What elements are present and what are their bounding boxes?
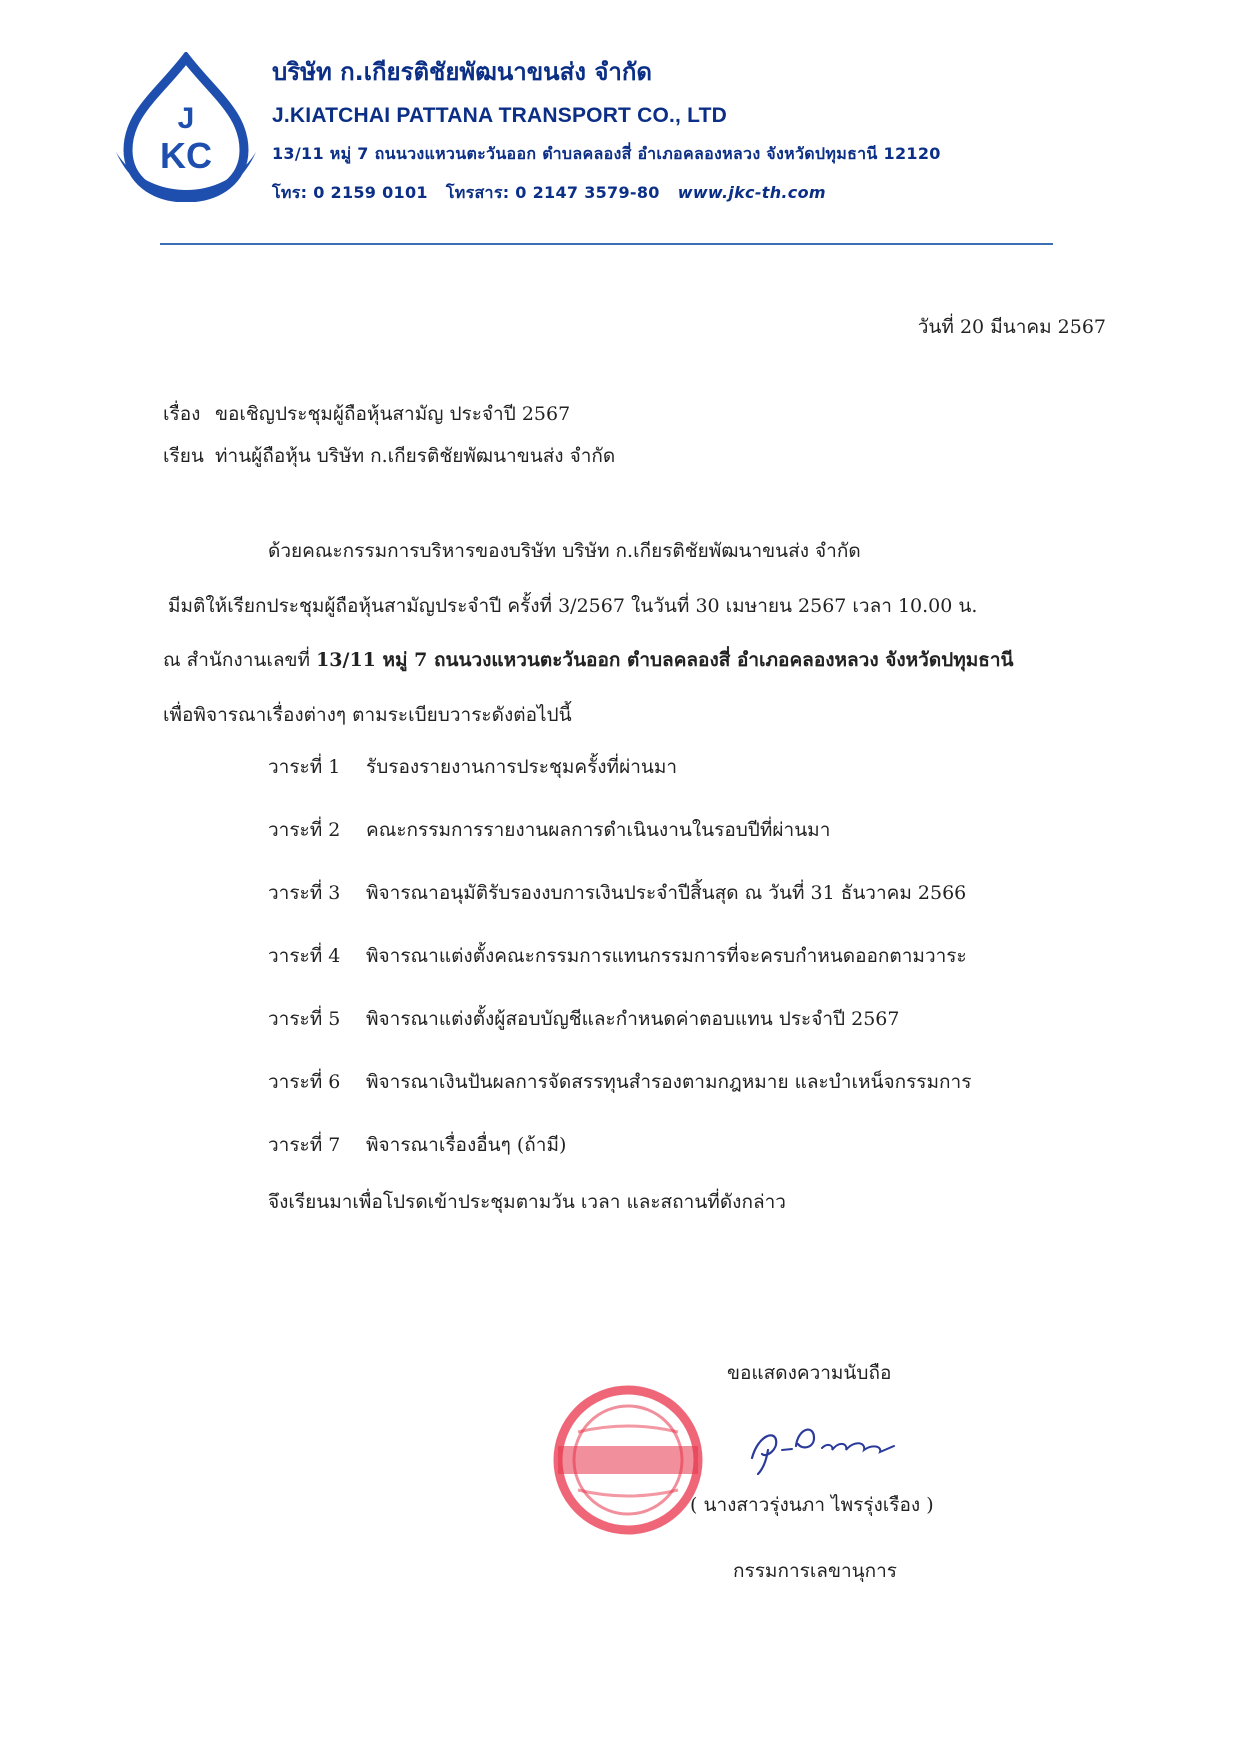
company-name-english: J.KIATCHAI PATTANA TRANSPORT CO., LTD	[272, 104, 727, 127]
agenda-text: พิจารณาเงินปันผลการจัดสรรทุนสำรองตามกฎหมาย และบำเหน็จกรรมการ	[366, 1071, 972, 1093]
venue-address: 13/11 หมู่ 7 ถนนวงแหวนตะวันออก ตำบลคลองสี่ อำเภอคลองหลวง จังหวัดปทุมธานี	[316, 649, 1014, 671]
agenda-item	[268, 941, 967, 971]
agenda-item	[268, 1004, 899, 1034]
body-paragraph-1: ด้วยคณะกรรมการบริหารของบริษัท บริษัท ก.เกียรติชัยพัฒนาขนส่ง จำกัด	[268, 540, 861, 562]
agenda-number: วาระที่ 6	[268, 1071, 341, 1093]
company-name-thai: บริษัท ก.เกียรติชัยพัฒนาขนส่ง จำกัด	[272, 58, 652, 86]
agenda-number: วาระที่ 5	[268, 1008, 341, 1030]
company-seal-stamp	[548, 1380, 708, 1540]
respect-closing: ขอแสดงความนับถือ	[727, 1362, 892, 1384]
recipient-label: เรียน	[163, 445, 204, 467]
agenda-text: พิจารณาแต่งตั้งคณะกรรมการแทนกรรมการที่จะครบกำหนดออกตามวาระ	[366, 945, 967, 967]
svg-text:KC: KC	[160, 135, 212, 176]
agenda-number: วาระที่ 3	[268, 882, 341, 904]
agenda-item	[268, 1067, 971, 1097]
company-logo	[112, 52, 260, 202]
agenda-number: วาระที่ 4	[268, 945, 341, 967]
agenda-item	[268, 878, 966, 908]
phone-number: โทร: 0 2159 0101	[272, 183, 428, 202]
company-website: www.jkc-th.com	[677, 183, 826, 202]
agenda-text: รับรองรายงานการประชุมครั้งที่ผ่านมา	[366, 756, 678, 778]
svg-text:J: J	[177, 102, 195, 135]
handwritten-signature	[744, 1416, 914, 1476]
closing-paragraph: จึงเรียนมาเพื่อโปรดเข้าประชุมตามวัน เวลา และสถานที่ดังกล่าว	[268, 1191, 786, 1213]
agenda-number: วาระที่ 1	[268, 756, 341, 778]
agenda-item	[268, 752, 677, 782]
recipient-text: ท่านผู้ถือหุ้น บริษัท ก.เกียรติชัยพัฒนาขนส่ง จำกัด	[215, 445, 616, 467]
subject-text: ขอเชิญประชุมผู้ถือหุ้นสามัญ ประจำปี 2567	[215, 403, 571, 425]
agenda-text: พิจารณาแต่งตั้งผู้สอบบัญชีและกำหนดค่าตอบแทน ประจำปี 2567	[366, 1008, 900, 1030]
subject-label: เรื่อง	[163, 403, 201, 425]
agenda-text: พิจารณาอนุมัติรับรองงบการเงินประจำปีสิ้นสุด ณ วันที่ 31 ธันวาคม 2566	[366, 882, 967, 904]
company-address: 13/11 หมู่ 7 ถนนวงแหวนตะวันออก ตำบลคลองสี่ อำเภอคลองหลวง จังหวัดปทุมธานี 12120	[272, 144, 941, 163]
letterhead-divider	[160, 243, 1053, 245]
agenda-number: วาระที่ 2	[268, 819, 341, 841]
agenda-item	[268, 1130, 566, 1160]
agenda-text: พิจารณาเรื่องอื่นๆ (ถ้ามี)	[366, 1134, 567, 1156]
letter-subject	[163, 399, 570, 429]
venue-prefix: ณ สำนักงานเลขที่	[163, 649, 317, 671]
signatory-name: ( นางสาวรุ่งนภา ไพรรุ่งเรือง )	[690, 1494, 934, 1516]
body-paragraph-2: มีมติให้เรียกประชุมผู้ถือหุ้นสามัญประจำปี ครั้งที่ 3/2567 ในวันที่ 30 เมษายน 2567 เวลา 10.00 น.	[168, 595, 978, 617]
signatory-position: กรรมการเลขานุการ	[733, 1560, 897, 1582]
letter-date: วันที่ 20 มีนาคม 2567	[917, 316, 1106, 338]
fax-number: โทรสาร: 0 2147 3579-80	[445, 183, 660, 202]
body-paragraph-4: เพื่อพิจารณาเรื่องต่างๆ ตามระเบียบวาระดังต่อไปนี้	[163, 704, 572, 726]
agenda-number: วาระที่ 7	[268, 1134, 341, 1156]
agenda-item	[268, 815, 830, 845]
letter-recipient	[163, 441, 615, 471]
body-paragraph-3	[163, 645, 1014, 675]
company-contact	[272, 181, 826, 206]
agenda-text: คณะกรรมการรายงานผลการดำเนินงานในรอบปีที่ผ่านมา	[366, 819, 831, 841]
